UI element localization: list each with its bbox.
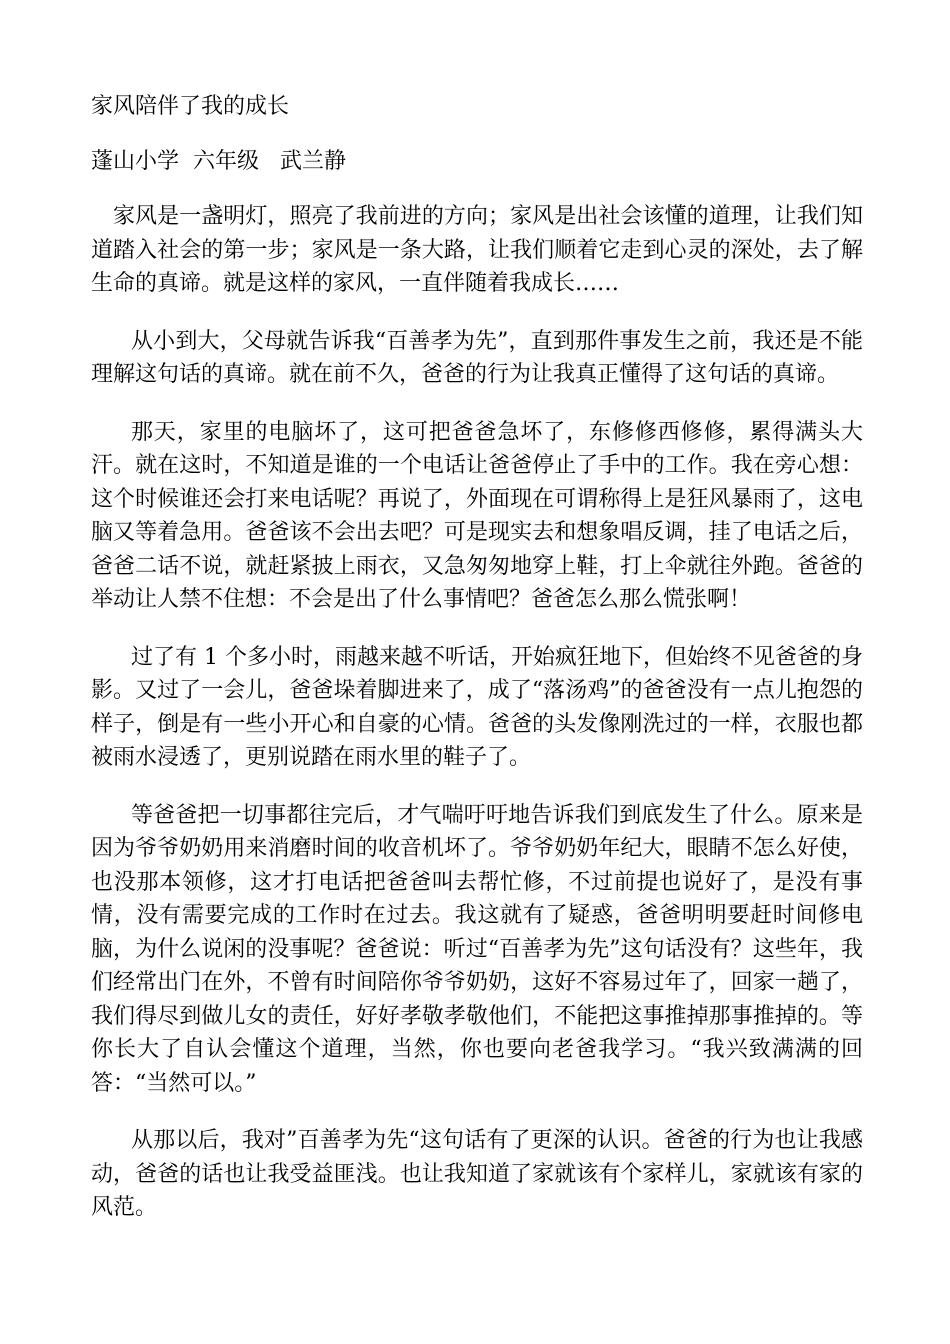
- paragraph-1: 家风是一盏明灯，照亮了我前进的方向；家风是出社会该懂的道理，让我们知道踏入社会的第一步；家风是一条大路，让我们顺着它走到心灵的深处，去了解生命的真谛。就是这样的家风，一直伴随着我成长……: [91, 204, 863, 296]
- paragraph-2: 从小到大，父母就告诉我“百善孝为先”，直到那件事发生之前，我还是不能理解这句话的真谛。就在前不久，爸爸的行为让我真正懂得了这句话的真谛。: [91, 328, 863, 387]
- paragraph-3: 那天，家里的电脑坏了，这可把爸爸急坏了，东修修西修修，累得满头大汗。就在这时，不知道是谁的一个电话让爸爸停止了手中的工作。我在旁心想：这个时候谁还会打来电话呢？再说了，外面现在可谓称得上是狂风暴雨了，这电脑又等着急用。爸爸该不会出去吧？可是现实去和想象唱反调，挂了电话之后，爸爸二话不说，就赶紧披上雨衣，又急匆匆地穿上鞋，打上伞就往外跑。爸爸的举动让人禁不住想：不会是出了什么事情吧？爸爸怎么那么慌张啊！: [91, 419, 863, 612]
- paragraph-6: 从那以后，我对”百善孝为先“这句话有了更深的认识。爸爸的行为也让我感动，爸爸的话也让我受益匪浅。也让我知道了家就该有个家样儿，家就该有家的风范。: [91, 1128, 863, 1220]
- essay-body: [91, 200, 863, 1249]
- paragraph-4: 过了有 1 个多小时，雨越来越不听话，开始疯狂地下，但始终不见爸爸的身影。又过了一会儿，爸爸垛着脚进来了，成了“落汤鸡”的爸爸没有一点儿抱怨的样子，倒是有一些小开心和自豪的心情。爸爸的头发像刚洗过的一样，衣服也都被雨水浸透了，更别说踏在雨水里的鞋子了。: [91, 644, 863, 770]
- author-byline: 蓬山小学 六年级 武兰静: [91, 149, 346, 174]
- essay-title: 家风陪伴了我的成长: [91, 94, 290, 119]
- paragraph-5: 等爸爸把一切事都往完后，才气喘吁吁地告诉我们到底发生了什么。原来是因为爷爷奶奶用来消磨时间的收音机坏了。爷爷奶奶年纪大，眼睛不怎么好使，也没那本领修，这才打电话把爸爸叫去帮忙修，不过前提也说好了，是没有事情，没有需要完成的工作时在过去。我这就有了疑惑，爸爸明明要赶时间修电脑，为什么说闲的没事呢？爸爸说：听过“百善孝为先”这句话没有？这些年，我们经常出门在外，不曾有时间陪你爷爷奶奶，这好不容易过年了，回家一趟了，我们得尽到做儿女的责任，好好孝敬孝敬他们，不能把这事推掉那事推掉的。等你长大了自认会懂这个道理，当然，你也要向老爸我学习。“我兴致满满的回答：“当然可以。”: [91, 802, 863, 1096]
